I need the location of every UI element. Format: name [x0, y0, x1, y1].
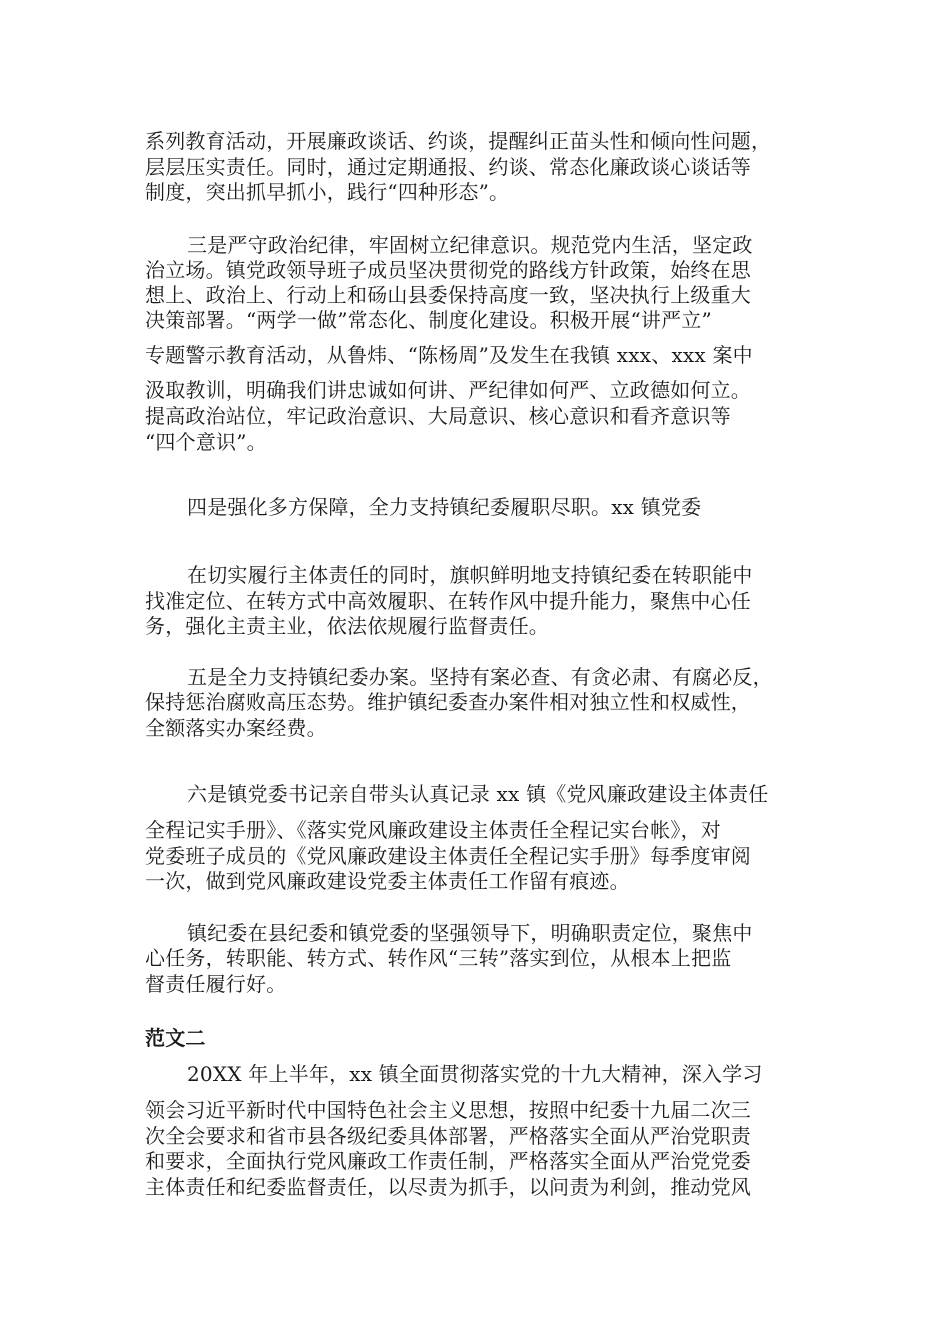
text-line: 一次，做到党风廉政建设党委主体责任工作留有痕迹。	[145, 869, 630, 893]
text-line: 想上、政治上、行动上和砀山县委保持高度一致，坚决执行上级重大	[145, 283, 751, 307]
text-line: 三是严守政治纪律，牢固树立纪律意识。规范党内生活，坚定政	[187, 233, 753, 257]
section-heading: 范文二	[145, 1026, 206, 1050]
text-line: 汲取教训，明确我们讲忠诚如何讲、严纪律如何严、立政德如何立。	[145, 378, 751, 402]
text-line: 六是镇党委书记亲自带头认真记录 xx 镇《党风廉政建设主体责任	[187, 782, 769, 806]
text-line: 治立场。镇党政领导班子成员坚决贯彻党的路线方针政策，始终在思	[145, 258, 751, 282]
text-line: 镇纪委在县纪委和镇党委的坚强领导下，明确职责定位，聚焦中	[187, 921, 753, 945]
text-line: 督责任履行好。	[145, 972, 287, 996]
text-line: 决策部署。“两学一做”常态化、制度化建设。积极开展“讲严立”	[145, 308, 712, 332]
text-line: 四是强化多方保障，全力支持镇纪委履职尽职。xx 镇党委	[187, 495, 702, 519]
text-line: 20XX 年上半年，xx 镇全面贯彻落实党的十九大精神，深入学习	[187, 1062, 763, 1086]
text-line: 次全会要求和省市县各级纪委具体部署，严格落实全面从严治党职责	[145, 1124, 751, 1148]
text-line: 五是全力支持镇纪委办案。坚持有案必查、有贪必肃、有腐必反，	[187, 665, 773, 689]
text-line: 专题警示教育活动，从鲁炜、“陈杨周”及发生在我镇 xxx、xxx 案中	[145, 343, 753, 367]
text-line: 制度，突出抓早抓小，践行“四种形态”。	[145, 180, 510, 204]
text-line: 保持惩治腐败高压态势。维护镇纪委查办案件相对独立性和权威性，	[145, 690, 751, 714]
text-line: 和要求，全面执行党风廉政工作责任制，严格落实全面从严治党党委	[145, 1149, 751, 1173]
text-line: 层层压实责任。同时，通过定期通报、约谈、常态化廉政谈心谈话等	[145, 155, 751, 179]
text-line: “四个意识”。	[145, 430, 267, 454]
text-line: 党委班子成员的《党风廉政建设主体责任全程记实手册》每季度审阅	[145, 844, 751, 868]
text-line: 在切实履行主体责任的同时，旗帜鲜明地支持镇纪委在转职能中	[187, 563, 753, 587]
text-line: 心任务，转职能、转方式、转作风“三转”落实到位，从根本上把监	[145, 946, 732, 970]
text-line: 找准定位、在转方式中高效履职、在转作风中提升能力，聚焦中心任	[145, 589, 751, 613]
text-line: 系列教育活动，开展廉政谈话、约谈，提醒纠正苗头性和倾向性问题，	[145, 129, 772, 153]
text-line: 全额落实办案经费。	[145, 716, 327, 740]
text-line: 务，强化主责主业，依法依规履行监督责任。	[145, 614, 549, 638]
text-line: 主体责任和纪委监督责任，以尽责为抓手，以问责为利剑，推动党风	[145, 1175, 751, 1199]
text-line: 领会习近平新时代中国特色社会主义思想，按照中纪委十九届二次三	[145, 1098, 751, 1122]
text-line: 全程记实手册》、《落实党风廉政建设主体责任全程记实台帐》，对	[145, 818, 721, 842]
text-line: 提高政治站位，牢记政治意识、大局意识、核心意识和看齐意识等	[145, 404, 731, 428]
